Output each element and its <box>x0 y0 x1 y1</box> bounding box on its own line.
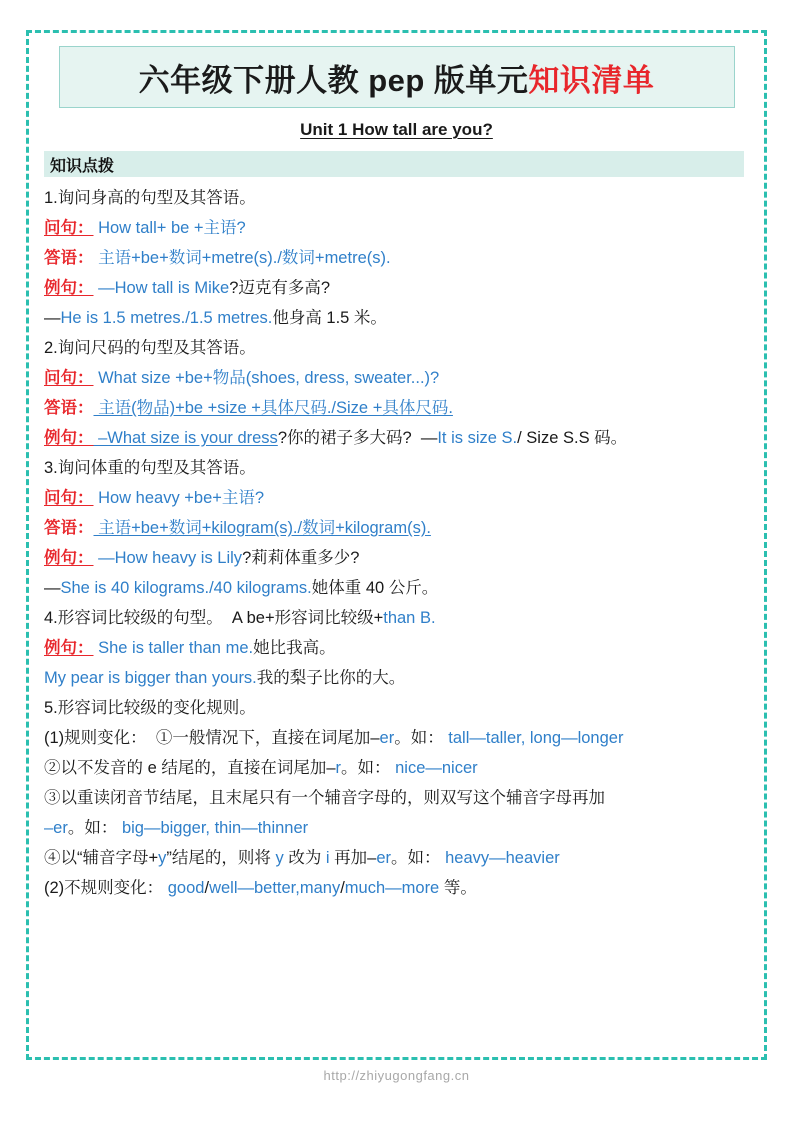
lesson-text-run: ②以不发音的 e 结尾的，直接在词尾加– <box>44 759 336 777</box>
lesson-line <box>44 333 744 363</box>
lesson-text-run: ?迈克有多高? <box>229 279 331 297</box>
lesson-line <box>44 273 744 303</box>
lesson-text-run: 主语(物品)+be +size +具体尺码./Size +具体尺码. <box>93 399 453 417</box>
lesson-text-run: y <box>158 849 167 867</box>
lesson-text-run: —How tall is Mike <box>93 279 230 297</box>
lesson-line <box>44 183 744 213</box>
lesson-line <box>44 783 744 813</box>
lesson-text-run: y <box>275 849 284 867</box>
lesson-text-run: 答语： <box>44 399 94 417</box>
lesson-text-run: 4.形容词比较级的句型。 A be <box>44 609 265 627</box>
lesson-text-run: 例句： <box>44 279 94 297</box>
lesson-line <box>44 543 744 573</box>
lesson-text-run: er <box>379 729 395 747</box>
lesson-text-run: 等。 <box>439 879 477 897</box>
lesson-text-run: heavy—heavier <box>440 849 560 867</box>
lesson-text-run: 。如： <box>67 819 118 837</box>
lesson-text-run: 2.询问尺码的句型及其答语。 <box>44 339 256 357</box>
lesson-text-run: big—bigger, thin—thinner <box>117 819 309 837</box>
watermark: http://zhiyugongfang.cn <box>323 1068 470 1083</box>
lesson-text-run: –er <box>44 819 68 837</box>
lesson-text-run: 他身高 1.5 米。 <box>272 309 387 327</box>
lesson-text-run: tall—taller, long—longer <box>443 729 624 747</box>
lesson-text-run: 再加– <box>329 849 377 867</box>
lesson-line <box>44 693 744 723</box>
lesson-text-run: ③以重读闭音节结尾，且末尾只有一个辅音字母的，则双写这个辅音字母再加 <box>44 789 605 807</box>
lesson-text-run: 我的梨子比你的大。 <box>256 669 406 687</box>
lesson-text-run: 答语： <box>44 519 94 537</box>
lesson-text-run: +形容词比较级+ <box>264 609 384 627</box>
lesson-text-run: er <box>376 849 392 867</box>
lesson-text-run: 5.形容词比较级的变化规则。 <box>44 699 256 717</box>
lesson-line <box>44 843 744 873</box>
lesson-text-run: 例句： <box>44 639 94 657</box>
lesson-line <box>44 243 744 273</box>
lesson-line <box>44 813 744 843</box>
section-header-label: 知识点拨 <box>50 157 115 175</box>
lesson-text-run: / <box>204 879 210 897</box>
lesson-text-run: 她体重 40 公斤。 <box>311 579 439 597</box>
lesson-text-run: 1.询问身高的句型及其答语。 <box>44 189 256 207</box>
page-title-accent: 知识清单 <box>528 62 655 98</box>
lesson-text-run: ”结尾的，则将 <box>166 849 276 867</box>
lesson-text-run: (1)规则变化： ①一般情况下，直接在词尾加– <box>44 729 380 747</box>
lesson-text-run: What size +be+物品(shoes, dress, sweater...)? <box>93 369 440 387</box>
lesson-text-run: She is taller than me. <box>93 639 254 657</box>
lesson-line <box>44 483 744 513</box>
lesson-text-run: 。如： <box>341 759 391 777</box>
lesson-text-run: / <box>340 879 345 897</box>
lesson-line <box>44 363 744 393</box>
lesson-text-run: 主语+be+数词+kilogram(s)./数词+kilogram(s). <box>93 519 431 537</box>
lesson-line <box>44 723 744 753</box>
lesson-line <box>44 303 744 333</box>
lesson-line <box>44 393 744 423</box>
lesson-text-run: good <box>163 879 205 897</box>
lesson-text-run: r <box>335 759 342 777</box>
lesson-text-run: ?莉莉体重多少? <box>242 549 360 567</box>
lesson-line <box>44 753 744 783</box>
lesson-text-run: How heavy +be+主语? <box>93 489 265 507</box>
lesson-text-run: — <box>44 579 61 597</box>
lesson-text-run: 例句： <box>44 429 94 447</box>
document-content <box>44 46 749 903</box>
lesson-text-run: 改为 <box>283 849 326 867</box>
lesson-text-run: 问句： <box>44 369 94 387</box>
lesson-line <box>44 573 744 603</box>
lesson-text-run: — <box>44 309 61 327</box>
lesson-text-run: –What size is your dress <box>93 429 278 447</box>
lesson-text-run: It is size S. <box>437 429 518 447</box>
lesson-line <box>44 873 744 903</box>
lesson-text-run: How tall+ be +主语? <box>93 219 246 237</box>
lesson-line <box>44 603 744 633</box>
lesson-text-run: 。如： <box>394 729 444 747</box>
lesson-text-run: 她比我高。 <box>253 639 336 657</box>
section-header <box>44 151 744 177</box>
lesson-text-run: / Size S.S 码。 <box>517 429 628 447</box>
lesson-line <box>44 663 744 693</box>
lesson-text-run: My pear is bigger than yours. <box>44 669 257 687</box>
lesson-text-run: i <box>325 849 330 867</box>
lesson-text-run: 问句： <box>44 219 94 237</box>
lesson-text-run: 。如： <box>391 849 441 867</box>
lesson-line <box>44 453 744 483</box>
lesson-text-run: well—better,many <box>209 879 341 897</box>
lesson-text-run: 答语： <box>44 249 94 267</box>
lesson-text-run: much—more <box>344 879 440 897</box>
page-title <box>139 55 655 100</box>
lesson-text-run: 主语+be+数词+metre(s)./数词+metre(s). <box>93 249 391 267</box>
lesson-text-run: nice—nicer <box>390 759 478 777</box>
lesson-text-run: She is 40 kilograms./40 kilograms. <box>60 579 312 597</box>
page-title-main: 六年级下册人教 pep 版单元 <box>138 62 529 98</box>
lesson-text-run: He is 1.5 metres./1.5 metres. <box>60 309 273 327</box>
unit-heading: Unit 1 How tall are you? <box>300 120 493 139</box>
lesson-text-run: 例句： <box>44 549 94 567</box>
lesson-body <box>44 183 744 903</box>
lesson-text-run: —How heavy is Lily <box>93 549 243 567</box>
document-title-box <box>59 46 735 108</box>
lesson-line <box>44 423 744 453</box>
lesson-line <box>44 633 744 663</box>
lesson-text-run: (2)不规则变化： <box>44 879 164 897</box>
lesson-text-run: ?你的裙子多大码? — <box>277 429 438 447</box>
lesson-text-run: than B. <box>383 609 436 627</box>
lesson-text-run: 问句： <box>44 489 94 507</box>
lesson-line <box>44 513 744 543</box>
lesson-line <box>44 213 744 243</box>
lesson-text-run: ④以“辅音字母+ <box>44 849 159 867</box>
lesson-text-run: 3.询问体重的句型及其答语。 <box>44 459 256 477</box>
